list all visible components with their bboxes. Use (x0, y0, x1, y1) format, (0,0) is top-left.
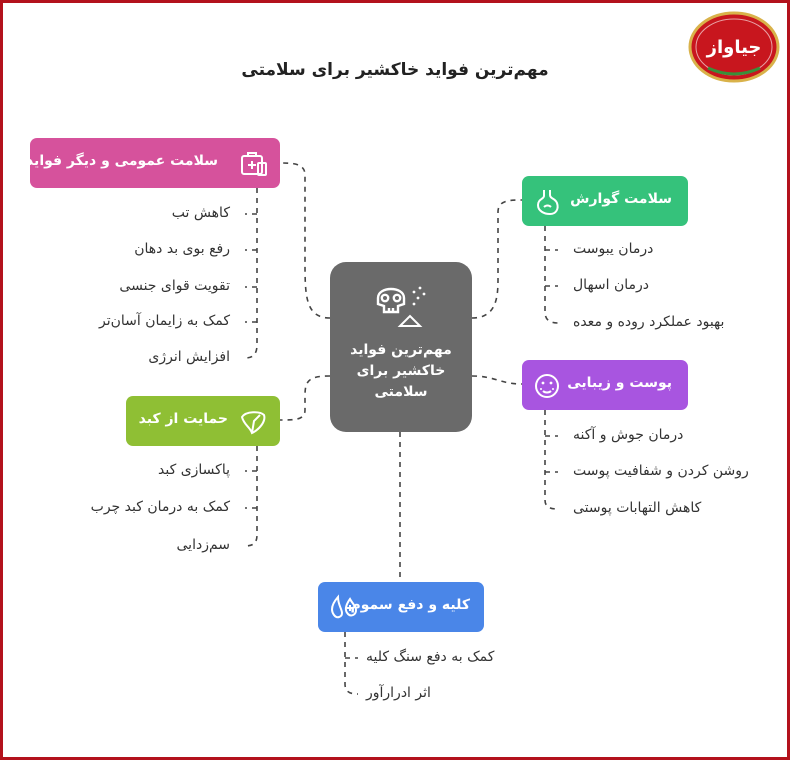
skull-icon (370, 280, 430, 328)
leaf-item: درمان جوش و آکنه (573, 427, 684, 443)
branch-general-label: سلامت عمومی و دیگر فواید (25, 153, 218, 169)
leaf-item: درمان اسهال (573, 277, 650, 293)
leaf-item: رفع بوی بد دهان (134, 241, 230, 257)
branch-liver (126, 396, 280, 446)
leaf-item: کمک به زایمان آسان‌تر (98, 313, 230, 329)
center-line: مهم‌ترین فواید (350, 342, 452, 358)
leaf-item: بهبود عملکرد روده و معده (573, 314, 725, 330)
liver-icon (238, 407, 268, 437)
leaf-item: درمان یبوست (573, 241, 654, 257)
branch-kidney (318, 582, 484, 632)
branch-skin (522, 360, 688, 410)
center-line: سلامتی (374, 384, 428, 400)
stomach-icon (532, 187, 562, 217)
center-line: خاکشیر برای (356, 363, 446, 379)
page-title: مهم‌ترین فواید خاکشیر برای سلامتی (241, 60, 549, 80)
leaf-item: سم‌زدایی (176, 537, 230, 553)
branch-kidney-label: کلیه و دفع سموم (350, 597, 470, 613)
kidney-icon (328, 593, 360, 623)
leaf-item: کمک به دفع سنگ کلیه (366, 649, 495, 665)
leaf-item: پاکسازی کبد (158, 462, 230, 478)
leaf-item: کاهش التهابات پوستی (573, 500, 702, 516)
leaf-item: اثر ادرارآور (366, 685, 431, 701)
branch-general (25, 138, 280, 188)
face-icon (532, 371, 562, 401)
leaf-item: کاهش تب (171, 205, 230, 221)
center-label (338, 340, 464, 403)
leaf-item: تقویت قوای جنسی (119, 278, 230, 294)
branch-digestion-label: سلامت گوارش (570, 191, 672, 207)
leaf-item: روشن کردن و شفافیت پوست (573, 463, 749, 479)
branch-skin-label: پوست و زیبایی (567, 375, 672, 391)
branch-digestion (522, 176, 688, 226)
branch-liver-label: حمایت از کبد (138, 411, 228, 427)
center-node (330, 262, 472, 432)
leaf-item: افزایش انرژی (148, 349, 230, 365)
medical-kit-icon (238, 149, 268, 179)
leaf-item: کمک به درمان کبد چرب (90, 499, 230, 515)
logo-text: جیاواز (706, 37, 762, 58)
